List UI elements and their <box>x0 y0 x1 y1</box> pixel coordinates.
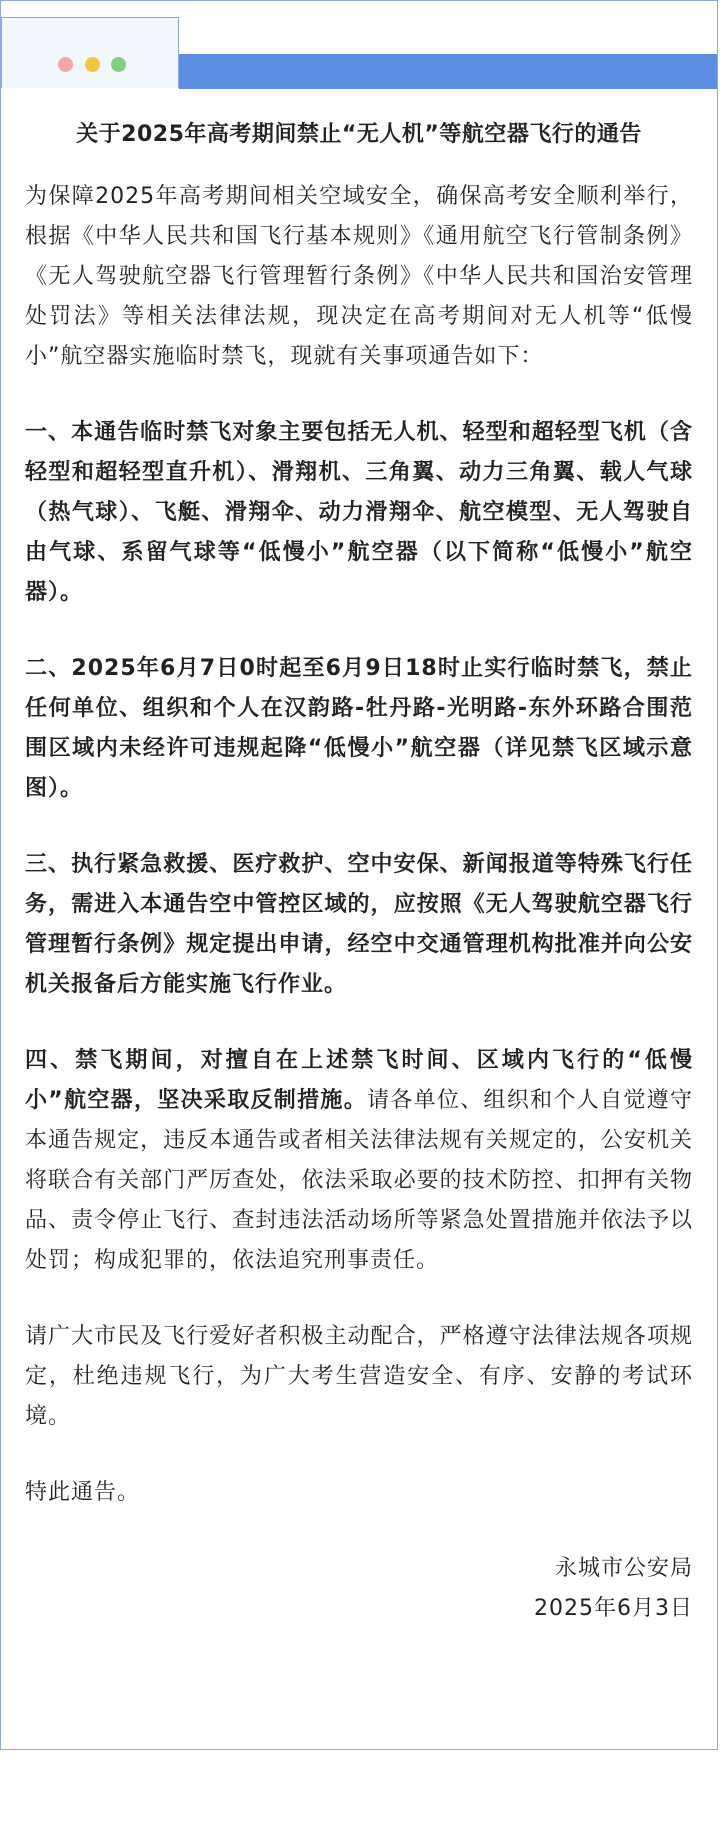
notice-appeal: 请广大市民及飞行爱好者积极主动配合，严格遵守法律法规各项规定，杜绝违规飞行，为广大考生营造安全、有序、安静的考试环境。 <box>25 1324 693 1429</box>
minimize-dot-icon <box>85 57 100 72</box>
notice-intro: 为保障2025年高考期间相关空域安全，确保高考安全顺利举行，根据《中华人民共和国飞行基本规则》《通用航空飞行管制条例》《无人驾驶航空器飞行管理暂行条例》《中华人民共和国治安管理处罚法》等相关法律法规，现决定在高考期间对无人机等“低慢小”航空器实施临时禁飞，现就有关事项通告如下： <box>25 184 693 369</box>
notice-item-3: 三、执行紧急救援、医疗救护、空中安保、新闻报道等特殊飞行任务，需进入本通告空中管控区域的，应按照《无人驾驶航空器飞行管理暂行条例》规定提出申请，经空中交通管理机构批准并向公安机关报备后方能实施飞行作业。 <box>25 852 693 997</box>
notice-issuer: 永城市公安局 <box>554 1556 693 1581</box>
notice-item-4 <box>25 1041 693 1281</box>
window-tab <box>1 17 179 88</box>
titlebar-accent-strip <box>179 54 717 89</box>
notice-body <box>1 119 717 1629</box>
notice-date: 2025年6月3日 <box>534 1596 693 1621</box>
notice-item-4-text: 请各单位、组织和个人自觉遵守本通告规定，违反本通告或者相关法律法规有关规定的，公安机关将联合有关部门严厉查处，依法采取必要的技术防控、扣押有关物品、责令停止飞行、查封违法活动场所等紧急处置措施并依法予以处罚；构成犯罪的，依法追究刑事责任。 <box>25 1088 693 1273</box>
notice-closing: 特此通告。 <box>25 1480 141 1505</box>
notice-signature <box>25 1549 693 1629</box>
maximize-dot-icon <box>111 57 126 72</box>
notice-title: 关于2025年高考期间禁止“无人机”等航空器飞行的通告 <box>76 122 642 147</box>
notice-item-1: 一、本通告临时禁飞对象主要包括无人机、轻型和超轻型飞机（含轻型和超轻型直升机）、滑翔机、三角翼、动力三角翼、载人气球（热气球）、飞艇、滑翔伞、动力滑翔伞、航空模型、无人驾驶自由气球、系留气球等“低慢小”航空器（以下简称“低慢小”航空器）。 <box>25 420 693 605</box>
window-titlebar <box>1 1 717 89</box>
notice-item-2: 二、2025年6月7日0时起至6月9日18时止实行临时禁飞，禁止任何单位、组织和个人在汉韵路-牡丹路-光明路-东外环路合围范围区域内未经许可违规起降“低慢小”航空器（详见禁飞区域示意图）。 <box>25 656 693 801</box>
close-dot-icon <box>58 57 73 72</box>
notice-item-4-emphasis: 四、禁飞期间，对擅自在上述禁飞时间、区域内飞行的“低慢小”航空器，坚决采取反制措施。 <box>25 1048 693 1113</box>
